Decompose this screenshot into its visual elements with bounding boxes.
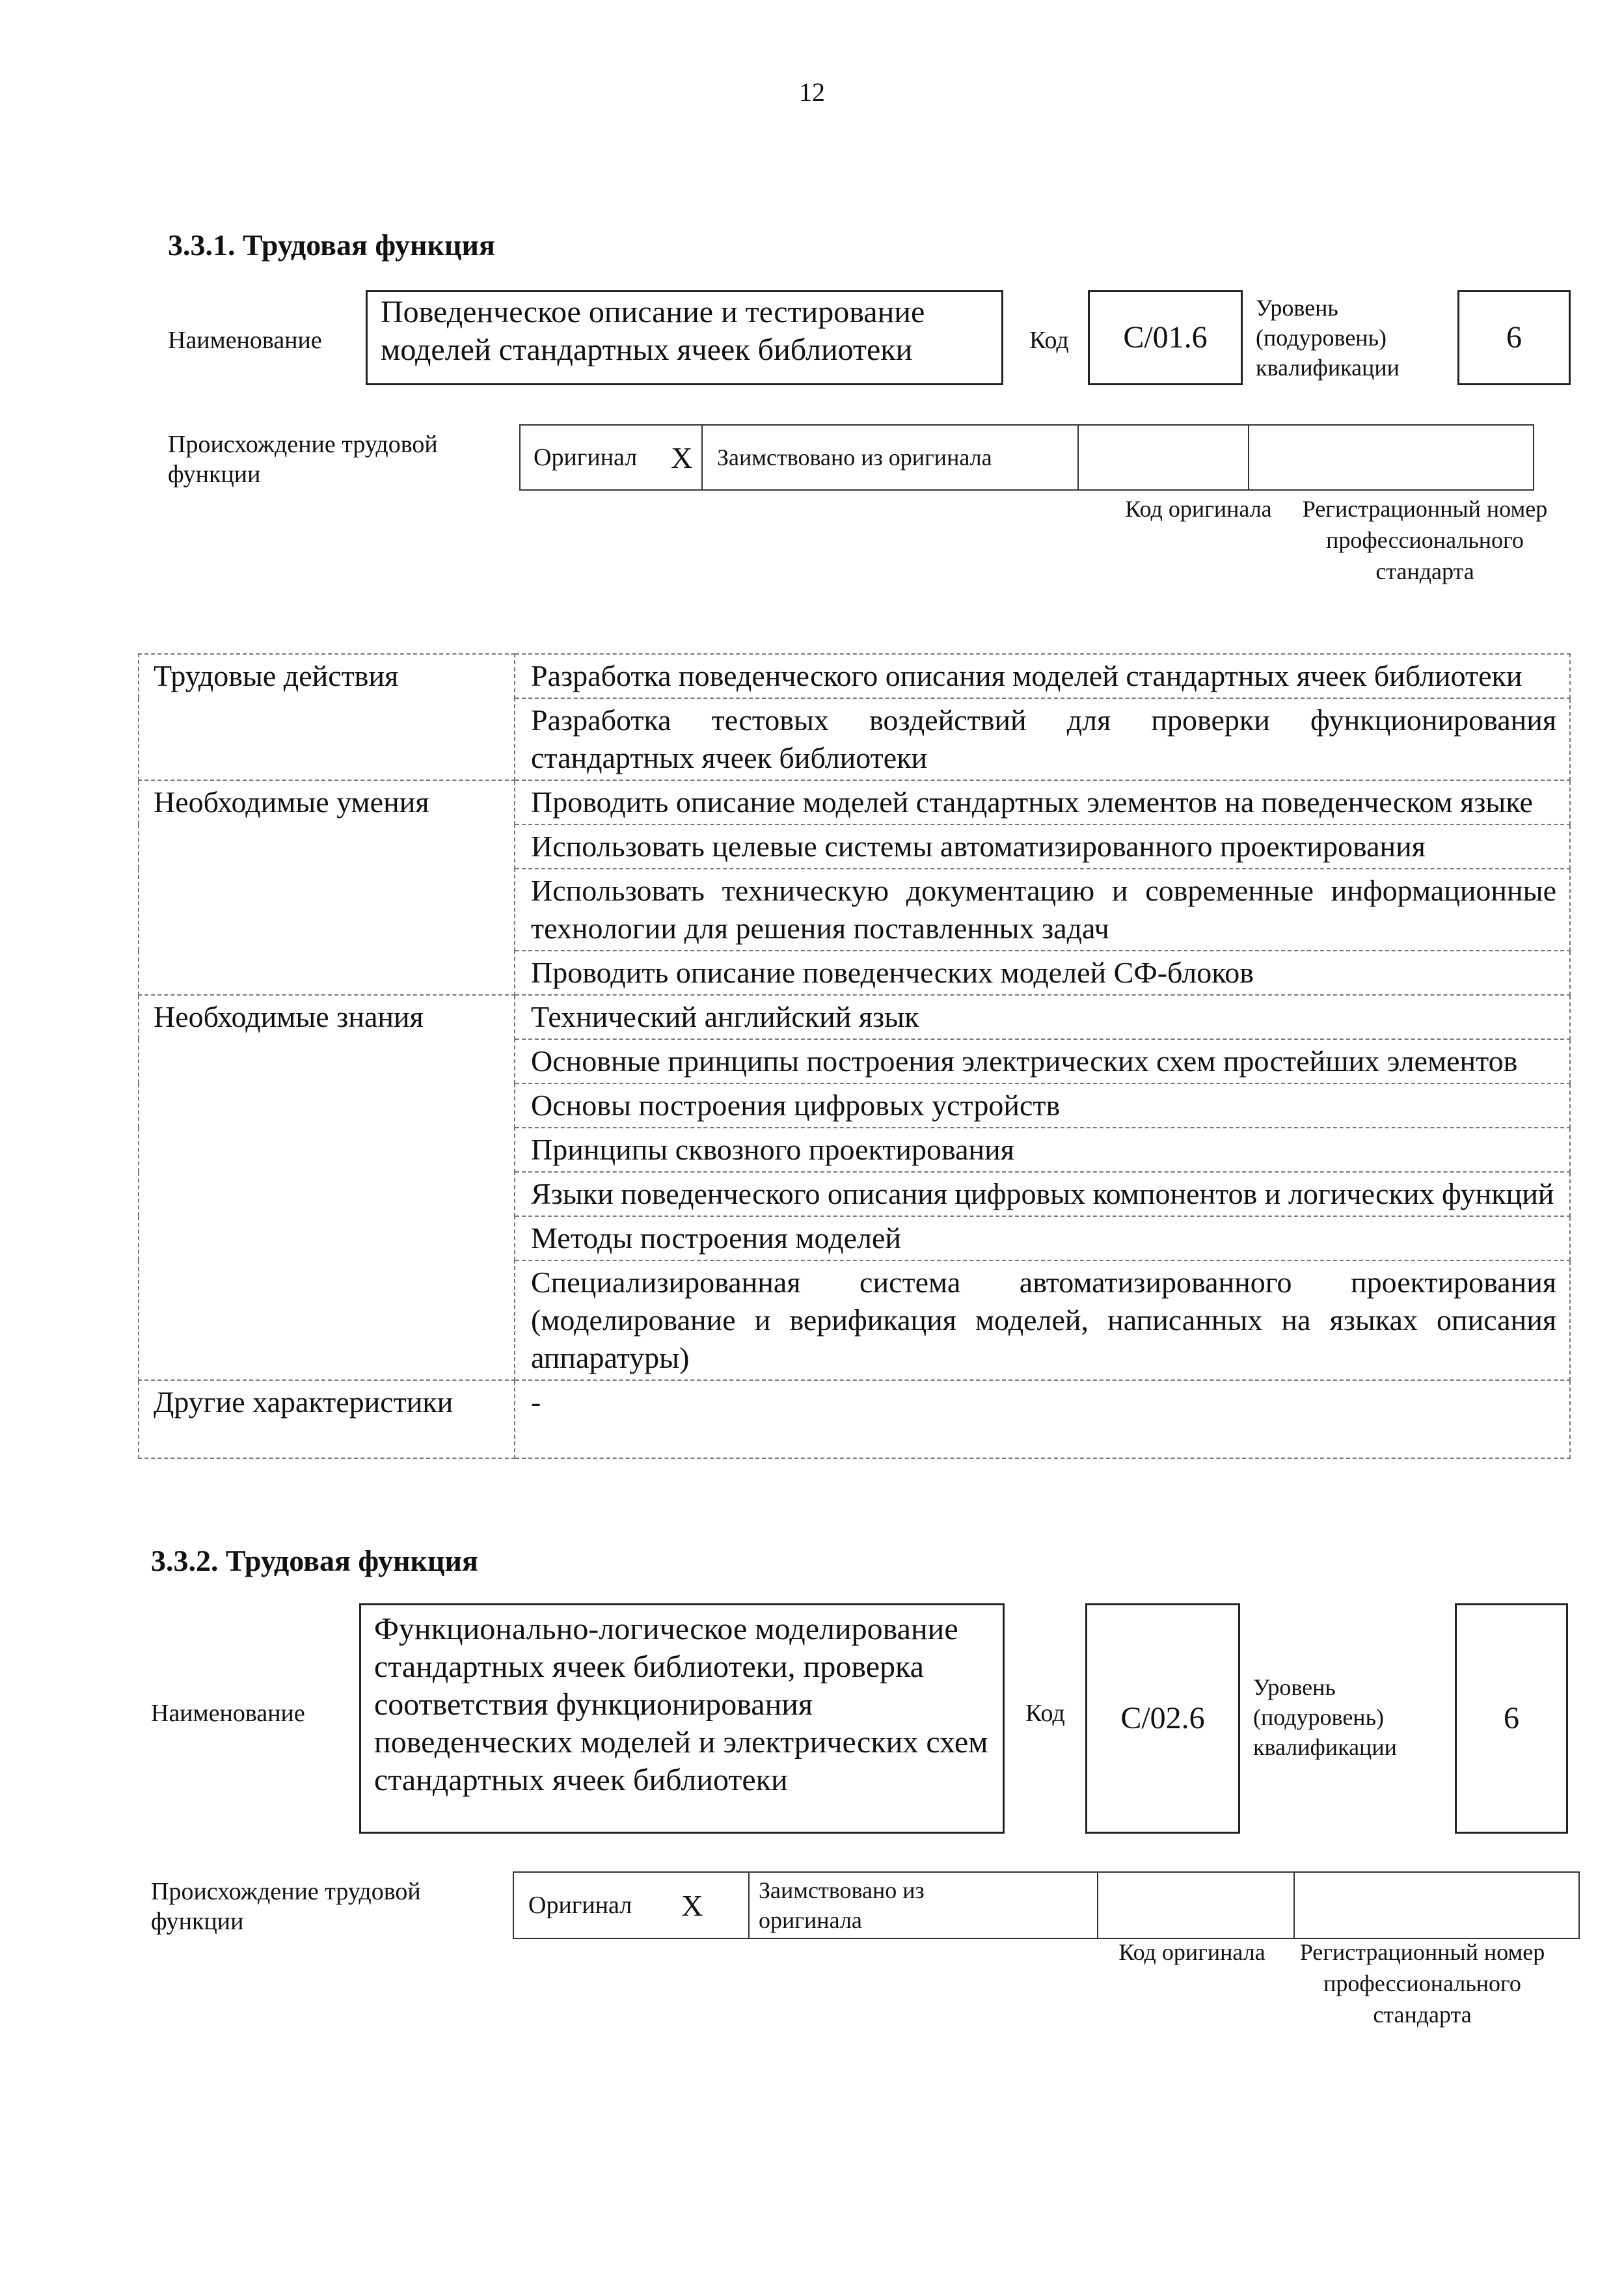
original-cell: [513, 1872, 749, 1938]
other-characteristics-label: Другие характеристики: [139, 1380, 515, 1458]
page-number: 12: [799, 77, 825, 107]
required-knowledge-item: Специализированная система автоматизированного проектирования (моделирование и верификация моделей, написанных на языках описания аппаратуры): [515, 1260, 1570, 1380]
registration-number-cell: [1249, 425, 1534, 490]
required-skill-item: Использовать целевые системы автоматизированного проектирования: [515, 824, 1570, 869]
origin-label: Происхождение трудовой функции: [151, 1878, 421, 1935]
code-label: Код: [1025, 1700, 1065, 1727]
function-name-box: [359, 1603, 1005, 1834]
required-knowledge-item: Методы построения моделей: [515, 1216, 1570, 1260]
name-label: Наименование: [168, 327, 322, 354]
original-code-caption: Код оригинала: [1125, 496, 1272, 522]
original-cell: [520, 425, 702, 490]
function-name-box: [366, 290, 1003, 385]
required-knowledge-item: Языки поведенческого описания цифровых компонентов и логических функций: [515, 1172, 1570, 1216]
registration-number-cell: [1294, 1872, 1579, 1938]
original-code-cell: [1078, 425, 1249, 490]
borrowed-cell: [702, 425, 1078, 490]
borrowed-label: Заимствовано из оригинала: [759, 1877, 925, 1933]
original-code-cell: [1098, 1872, 1294, 1938]
required-skills-label: Необходимые умения: [139, 780, 515, 995]
name-label: Наименование: [151, 1700, 305, 1727]
section-1-heading: 3.3.1. Трудовая функция: [168, 228, 495, 262]
origin-label: Происхождение трудовой функции: [168, 431, 438, 488]
level-label: Уровень (подуровень) квалификации: [1253, 1674, 1397, 1760]
function-name: Поведенческое описание и тестирование моделей стандартных ячеек библиотеки: [381, 295, 925, 367]
function-name: Функционально-логическое моделирование стандартных ячеек библиотеки, проверка соответствия функционирования поведенческих моделей и электрических схем стандартных ячеек библиотеки: [374, 1612, 988, 1797]
original-label: Оригинал: [528, 1892, 632, 1919]
registration-number-caption: Регистрационный номер профессионального стандарта: [1302, 496, 1548, 584]
level-value: 6: [1506, 320, 1522, 355]
required-knowledge-item: Технический английский язык: [515, 995, 1570, 1039]
function-details-table: [138, 653, 1571, 1459]
required-skill-item: Использовать техническую документацию и современные информационные технологии для решения поставленных задач: [515, 869, 1570, 951]
original-mark: X: [681, 1888, 703, 1922]
other-characteristics-item: -: [515, 1380, 1570, 1458]
required-knowledge-item: Основные принципы построения электрических схем простейших элементов: [515, 1039, 1570, 1083]
code-label: Код: [1029, 327, 1069, 354]
origin-table: [519, 424, 1534, 491]
level-label: Уровень (подуровень) квалификации: [1256, 295, 1400, 381]
code-box: [1085, 1603, 1240, 1834]
labor-action-item: Разработка поведенческого описания моделей стандартных ячеек библиотеки: [515, 654, 1570, 698]
required-skill-item: Проводить описание поведенческих моделей СФ-блоков: [515, 951, 1570, 995]
code-value: C/02.6: [1120, 1701, 1205, 1735]
borrowed-label: Заимствовано из оригинала: [717, 444, 992, 470]
labor-actions-label: Трудовые действия: [139, 654, 515, 780]
section-2-heading: 3.3.2. Трудовая функция: [151, 1544, 478, 1577]
code-value: C/01.6: [1123, 320, 1208, 355]
required-knowledge-label: Необходимые знания: [139, 995, 515, 1380]
level-value: 6: [1504, 1701, 1519, 1735]
origin-table: [513, 1871, 1580, 1939]
labor-action-item: Разработка тестовых воздействий для проверки функционирования стандартных ячеек библиотеки: [515, 698, 1570, 780]
registration-number-caption: Регистрационный номер профессионального стандарта: [1299, 1939, 1545, 2028]
code-box: [1088, 290, 1243, 385]
original-code-caption: Код оригинала: [1118, 1939, 1265, 1965]
original-mark: X: [671, 441, 693, 474]
level-box: [1455, 1603, 1568, 1834]
required-skill-item: Проводить описание моделей стандартных элементов на поведенческом языке: [515, 780, 1570, 824]
original-label: Оригинал: [534, 444, 638, 471]
level-box: [1457, 290, 1571, 385]
required-knowledge-item: Принципы сквозного проектирования: [515, 1128, 1570, 1172]
borrowed-cell: [749, 1872, 1098, 1938]
required-knowledge-item: Основы построения цифровых устройств: [515, 1083, 1570, 1128]
